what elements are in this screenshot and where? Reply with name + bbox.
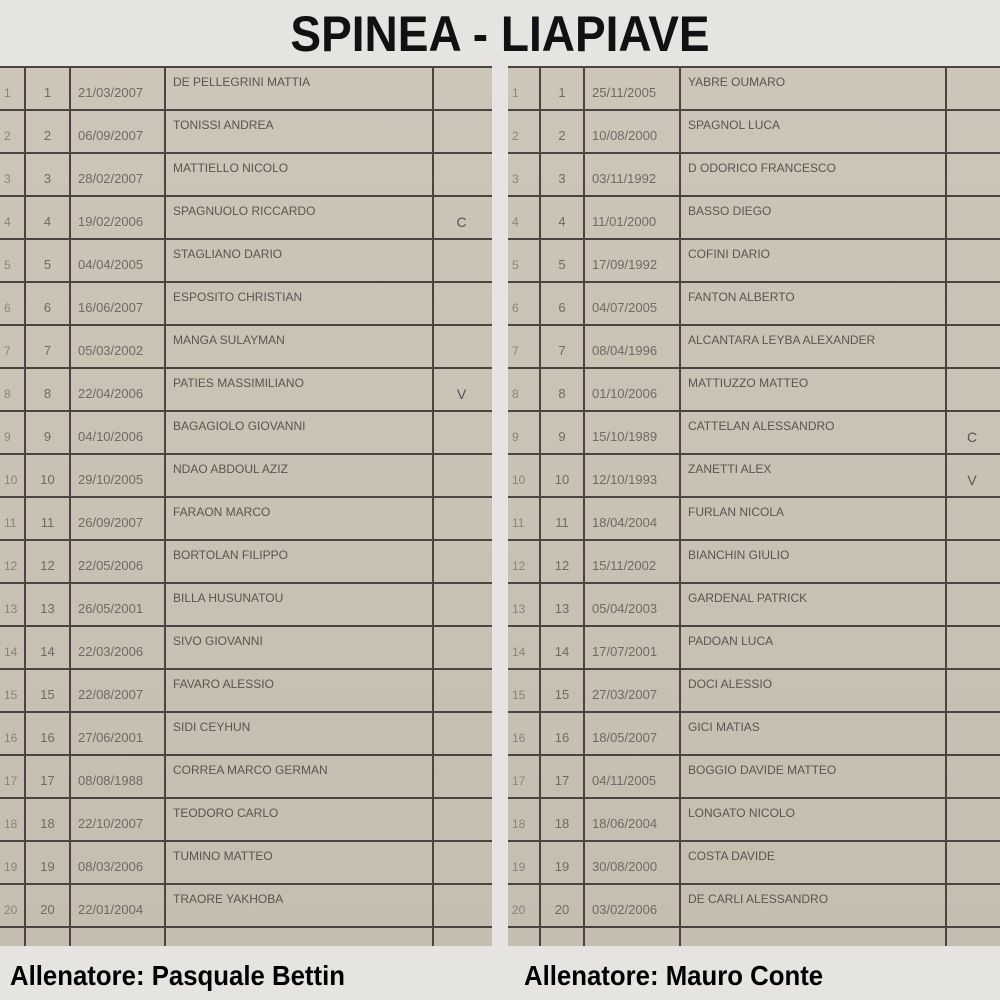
jersey-number: 8 xyxy=(43,386,52,401)
player-name: DE PELLEGRINI MATTIA xyxy=(173,75,311,89)
role-mark xyxy=(946,283,998,326)
player-name: TONISSI ANDREA xyxy=(173,118,274,132)
row-index: 9 xyxy=(512,430,519,444)
jersey-number: 2 xyxy=(558,128,566,143)
row-index: 2 xyxy=(4,129,11,143)
player-name: TRAORE YAKHOBA xyxy=(173,892,284,906)
row-index: 19 xyxy=(512,860,526,874)
player-name: NDAO ABDOUL AZIZ xyxy=(173,462,288,476)
row-index: 4 xyxy=(4,215,11,229)
role-mark: C xyxy=(966,429,978,445)
row-index: 1 xyxy=(512,86,519,100)
table-row xyxy=(508,369,1000,412)
jersey-number: 8 xyxy=(558,386,566,401)
table-row xyxy=(0,498,492,541)
jersey-number: 9 xyxy=(43,429,52,444)
player-name: PADOAN LUCA xyxy=(688,634,774,648)
table-row xyxy=(508,240,1000,283)
left-team-roster xyxy=(0,66,492,946)
jersey-number: 10 xyxy=(554,472,570,487)
birth-date: 30/08/2000 xyxy=(592,859,658,874)
table-row xyxy=(0,283,492,326)
player-name: BILLA HUSUNATOU xyxy=(173,591,284,605)
table-row xyxy=(508,584,1000,627)
birth-date: 21/03/2007 xyxy=(78,85,144,100)
left-coach-label: Allenatore: Pasquale Bettin xyxy=(10,960,345,991)
row-index: 10 xyxy=(512,473,526,487)
birth-date: 18/04/2004 xyxy=(592,515,658,530)
table-row xyxy=(508,799,1000,842)
jersey-number: 6 xyxy=(43,300,52,315)
birth-date: 17/09/1992 xyxy=(592,257,658,272)
row-index: 16 xyxy=(512,731,526,745)
player-name: CORREA MARCO GERMAN xyxy=(173,763,328,777)
birth-date: 08/03/2006 xyxy=(78,859,144,874)
player-name: MATTIUZZO MATTEO xyxy=(688,376,809,390)
birth-date: 27/03/2007 xyxy=(592,687,658,702)
role-mark xyxy=(433,799,490,842)
birth-date: 06/09/2007 xyxy=(78,128,144,143)
role-mark xyxy=(433,498,490,541)
jersey-number: 11 xyxy=(40,515,55,530)
role-mark xyxy=(946,756,998,799)
birth-date: 28/02/2007 xyxy=(78,171,144,186)
birth-date: 22/01/2004 xyxy=(78,902,144,917)
jersey-number: 13 xyxy=(40,601,55,616)
row-index: 12 xyxy=(512,559,526,573)
table-row xyxy=(508,842,1000,885)
right-team-roster xyxy=(508,66,1000,946)
role-mark xyxy=(433,283,490,326)
birth-date: 27/06/2001 xyxy=(78,730,144,745)
jersey-number: 15 xyxy=(40,687,55,702)
row-index: 7 xyxy=(512,344,519,358)
table-row xyxy=(508,283,1000,326)
row-index: 4 xyxy=(512,215,519,229)
table-row xyxy=(0,799,492,842)
player-name: FURLAN NICOLA xyxy=(688,505,785,519)
birth-date: 22/05/2006 xyxy=(78,558,144,573)
role-mark xyxy=(946,885,998,928)
row-index: 14 xyxy=(4,645,18,659)
jersey-number: 14 xyxy=(554,644,570,659)
birth-date: 15/10/1989 xyxy=(592,429,658,444)
table-row xyxy=(0,627,492,670)
table-row xyxy=(508,756,1000,799)
birth-date: 04/07/2005 xyxy=(592,300,658,315)
birth-date: 22/08/2007 xyxy=(78,687,144,702)
player-name: FANTON ALBERTO xyxy=(688,290,795,304)
row-index: 2 xyxy=(512,129,519,143)
row-index: 10 xyxy=(4,473,18,487)
table-row xyxy=(0,240,492,283)
row-index: 20 xyxy=(4,903,18,917)
role-mark xyxy=(433,584,490,627)
row-index: 20 xyxy=(512,903,526,917)
row-index: 13 xyxy=(4,602,18,616)
player-name: STAGLIANO DARIO xyxy=(173,247,283,261)
jersey-number: 11 xyxy=(555,515,569,530)
player-name: GICI MATIAS xyxy=(688,720,760,734)
role-mark xyxy=(433,412,490,455)
birth-date: 03/02/2006 xyxy=(592,902,658,917)
role-mark: V xyxy=(967,472,977,488)
table-row xyxy=(0,713,492,756)
row-index: 17 xyxy=(512,774,526,788)
right-coach-label: Allenatore: Mauro Conte xyxy=(524,960,824,991)
birth-date: 08/08/1988 xyxy=(78,773,144,788)
player-name: PATIES MASSIMILIANO xyxy=(173,376,304,390)
role-mark xyxy=(946,197,998,240)
role-mark xyxy=(946,240,998,283)
jersey-number: 3 xyxy=(558,171,566,186)
role-mark: V xyxy=(456,386,467,402)
jersey-number: 5 xyxy=(558,257,566,272)
row-index: 15 xyxy=(512,688,526,702)
jersey-number: 17 xyxy=(40,773,55,788)
player-name: CATTELAN ALESSANDRO xyxy=(688,419,835,433)
table-row xyxy=(0,541,492,584)
birth-date: 26/09/2007 xyxy=(78,515,144,530)
player-name: MANGA SULAYMAN xyxy=(173,333,285,347)
jersey-number: 17 xyxy=(554,773,570,788)
player-name: D ODORICO FRANCESCO xyxy=(688,161,837,175)
table-row xyxy=(508,541,1000,584)
jersey-number: 18 xyxy=(554,816,570,831)
table-row xyxy=(0,197,492,240)
row-index: 5 xyxy=(4,258,11,272)
row-index: 9 xyxy=(4,430,11,444)
jersey-number: 7 xyxy=(43,343,52,358)
row-index: 5 xyxy=(512,258,519,272)
player-name: FAVARO ALESSIO xyxy=(173,677,274,691)
jersey-number: 14 xyxy=(40,644,55,659)
role-mark xyxy=(433,756,490,799)
row-index: 18 xyxy=(512,817,526,831)
player-name: BIANCHIN GIULIO xyxy=(688,548,790,562)
player-name: BOGGIO DAVIDE MATTEO xyxy=(688,763,837,777)
row-index: 8 xyxy=(512,387,519,401)
birth-date: 18/06/2004 xyxy=(592,816,658,831)
player-name: BAGAGIOLO GIOVANNI xyxy=(173,419,306,433)
jersey-number: 10 xyxy=(40,472,55,487)
jersey-number: 9 xyxy=(558,429,566,444)
role-mark: C xyxy=(456,214,467,230)
jersey-number: 7 xyxy=(558,343,566,358)
table-row xyxy=(508,154,1000,197)
role-mark xyxy=(433,713,490,756)
role-mark xyxy=(433,455,490,498)
player-name: ALCANTARA LEYBA ALEXANDER xyxy=(688,333,876,347)
row-divider xyxy=(508,926,1000,928)
role-mark xyxy=(946,154,998,197)
player-name: TUMINO MATTEO xyxy=(173,849,273,863)
role-mark xyxy=(946,111,998,154)
row-divider xyxy=(0,926,492,928)
table-row xyxy=(508,627,1000,670)
table-row xyxy=(508,412,1000,455)
role-mark xyxy=(433,68,490,111)
role-mark xyxy=(433,842,490,885)
jersey-number: 16 xyxy=(40,730,55,745)
player-name: COSTA DAVIDE xyxy=(688,849,775,863)
role-mark xyxy=(946,541,998,584)
role-mark xyxy=(433,627,490,670)
table-row xyxy=(0,584,492,627)
row-index: 11 xyxy=(4,516,17,530)
table-row xyxy=(0,756,492,799)
jersey-number: 16 xyxy=(554,730,570,745)
row-index: 12 xyxy=(4,559,18,573)
role-mark xyxy=(433,154,490,197)
table-row xyxy=(0,154,492,197)
jersey-number: 12 xyxy=(40,558,55,573)
jersey-number: 18 xyxy=(40,816,55,831)
row-index: 1 xyxy=(4,86,11,100)
player-name: COFINI DARIO xyxy=(688,247,771,261)
player-name: DE CARLI ALESSANDRO xyxy=(688,892,829,906)
table-row xyxy=(508,885,1000,928)
jersey-number: 5 xyxy=(43,257,52,272)
row-index: 14 xyxy=(512,645,526,659)
row-index: 6 xyxy=(512,301,519,315)
role-mark xyxy=(946,627,998,670)
row-index: 11 xyxy=(512,516,525,530)
jersey-number: 12 xyxy=(554,558,570,573)
role-mark xyxy=(946,799,998,842)
role-mark xyxy=(433,541,490,584)
role-mark xyxy=(433,111,490,154)
birth-date: 01/10/2006 xyxy=(592,386,658,401)
row-index: 3 xyxy=(4,172,11,186)
table-row xyxy=(508,326,1000,369)
role-mark xyxy=(433,240,490,283)
birth-date: 05/04/2003 xyxy=(592,601,658,616)
birth-date: 03/11/1992 xyxy=(592,171,657,186)
birth-date: 04/11/2005 xyxy=(592,773,657,788)
birth-date: 11/01/2000 xyxy=(592,214,657,229)
role-mark xyxy=(946,68,998,111)
player-name: GARDENAL PATRICK xyxy=(688,591,808,605)
jersey-number: 4 xyxy=(558,214,566,229)
role-mark xyxy=(946,369,998,412)
role-mark xyxy=(946,326,998,369)
birth-date: 25/11/2005 xyxy=(592,85,657,100)
table-row xyxy=(508,68,1000,111)
jersey-number: 6 xyxy=(558,300,566,315)
table-row xyxy=(0,885,492,928)
player-name: SIVO GIOVANNI xyxy=(173,634,263,648)
player-name: ZANETTI ALEX xyxy=(688,462,772,476)
page-title: SPINEA - LIAPIAVE xyxy=(290,6,710,62)
table-row xyxy=(508,498,1000,541)
birth-date: 08/04/1996 xyxy=(592,343,658,358)
birth-date: 10/08/2000 xyxy=(592,128,658,143)
table-row xyxy=(508,455,1000,498)
birth-date: 22/10/2007 xyxy=(78,816,144,831)
table-row xyxy=(0,369,492,412)
player-name: LONGATO NICOLO xyxy=(688,806,795,820)
birth-date: 18/05/2007 xyxy=(592,730,658,745)
jersey-number: 2 xyxy=(43,128,52,143)
role-mark xyxy=(946,670,998,713)
row-index: 13 xyxy=(512,602,526,616)
birth-date: 12/10/1993 xyxy=(592,472,658,487)
jersey-number: 3 xyxy=(43,171,52,186)
jersey-number: 4 xyxy=(43,214,52,229)
table-row xyxy=(0,326,492,369)
birth-date: 29/10/2005 xyxy=(78,472,144,487)
table-row xyxy=(508,111,1000,154)
jersey-number: 20 xyxy=(40,902,55,917)
table-row xyxy=(0,412,492,455)
row-index: 3 xyxy=(512,172,519,186)
table-row xyxy=(508,713,1000,756)
jersey-number: 20 xyxy=(554,902,570,917)
row-index: 7 xyxy=(4,344,11,358)
jersey-number: 19 xyxy=(554,859,570,874)
jersey-number: 15 xyxy=(554,687,570,702)
player-name: DOCI ALESSIO xyxy=(688,677,773,691)
player-name: YABRE OUMARO xyxy=(688,75,786,89)
row-index: 8 xyxy=(4,387,11,401)
birth-date: 04/10/2006 xyxy=(78,429,144,444)
table-row xyxy=(0,842,492,885)
birth-date: 05/03/2002 xyxy=(78,343,144,358)
row-index: 19 xyxy=(4,860,18,874)
player-name: SIDI CEYHUN xyxy=(173,720,251,734)
player-name: SPAGNOL LUCA xyxy=(688,118,781,132)
role-mark xyxy=(946,498,998,541)
jersey-number: 1 xyxy=(558,85,566,100)
row-index: 16 xyxy=(4,731,18,745)
birth-date: 22/03/2006 xyxy=(78,644,144,659)
player-name: FARAON MARCO xyxy=(173,505,271,519)
row-index: 6 xyxy=(4,301,11,315)
role-mark xyxy=(946,842,998,885)
jersey-number: 1 xyxy=(43,85,52,100)
birth-date: 17/07/2001 xyxy=(592,644,658,659)
table-row xyxy=(0,68,492,111)
table-row xyxy=(508,197,1000,240)
jersey-number: 13 xyxy=(554,601,570,616)
jersey-number: 19 xyxy=(40,859,55,874)
birth-date: 04/04/2005 xyxy=(78,257,144,272)
table-row xyxy=(0,111,492,154)
row-index: 18 xyxy=(4,817,18,831)
player-name: MATTIELLO NICOLO xyxy=(173,161,289,175)
row-index: 15 xyxy=(4,688,18,702)
player-name: TEODORO CARLO xyxy=(173,806,279,820)
role-mark xyxy=(433,326,490,369)
birth-date: 19/02/2006 xyxy=(78,214,144,229)
birth-date: 16/06/2007 xyxy=(78,300,144,315)
player-name: ESPOSITO CHRISTIAN xyxy=(173,290,303,304)
role-mark xyxy=(946,713,998,756)
player-name: BASSO DIEGO xyxy=(688,204,772,218)
role-mark xyxy=(433,885,490,928)
player-name: BORTOLAN FILIPPO xyxy=(173,548,288,562)
role-mark xyxy=(433,670,490,713)
birth-date: 26/05/2001 xyxy=(78,601,144,616)
player-name: SPAGNUOLO RICCARDO xyxy=(173,204,316,218)
row-index: 17 xyxy=(4,774,18,788)
table-row xyxy=(508,670,1000,713)
birth-date: 22/04/2006 xyxy=(78,386,144,401)
table-row xyxy=(0,455,492,498)
role-mark xyxy=(946,584,998,627)
birth-date: 15/11/2002 xyxy=(592,558,657,573)
table-row xyxy=(0,670,492,713)
